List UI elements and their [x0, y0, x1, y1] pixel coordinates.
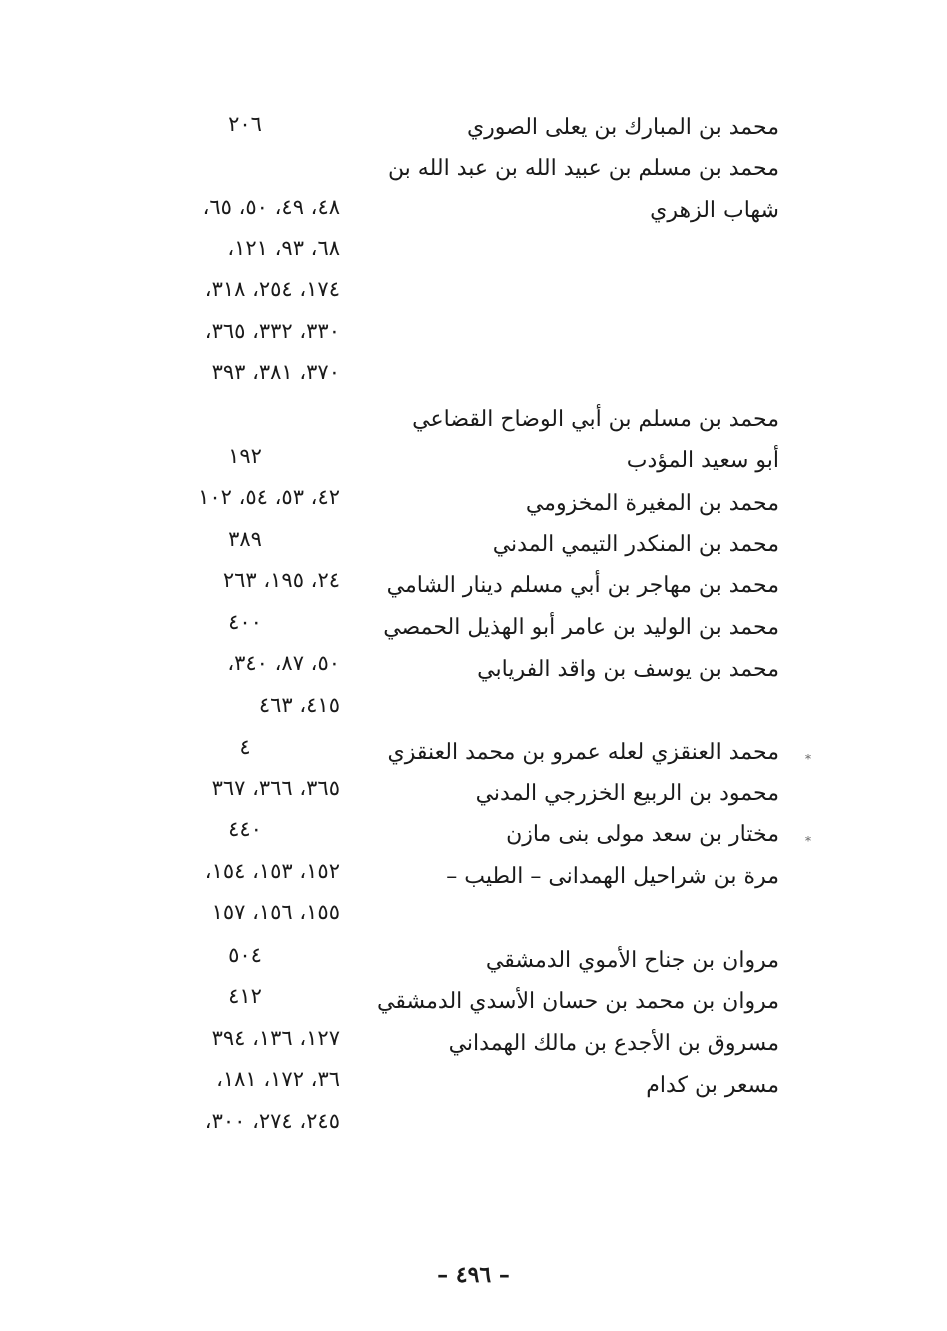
page-refs: ٢٠٦: [228, 112, 262, 136]
page-refs: ١٢٧، ١٣٦، ٣٩٤: [211, 1026, 340, 1050]
entry-name: مروان بن محمد بن حسان الأسدي الدمشقي: [377, 989, 779, 1014]
page-refs: ٤: [239, 735, 251, 759]
entry-name: محمد بن المبارك بن يعلى الصوري: [466, 115, 779, 140]
entry-name: محمد بن المغيرة المخزومي: [525, 491, 779, 516]
entry-name: محمد بن يوسف بن واقد الفريابي: [477, 657, 779, 682]
asterisk-mark: *: [805, 752, 811, 766]
page-refs: ٤٨، ٤٩، ٥٠، ٦٥،: [202, 195, 340, 219]
page-refs: ٢٤٥، ٢٧٤، ٣٠٠،: [204, 1109, 340, 1133]
page-refs: ٤١٥، ٤٦٣: [258, 693, 340, 717]
entry-name: محمود بن الربيع الخزرجي المدني: [475, 781, 779, 806]
entry-name: محمد بن مسلم بن أبي الوضاح القضاعي: [412, 407, 779, 432]
page-refs: ١٥٢، ١٥٣، ١٥٤،: [204, 859, 340, 883]
page-refs: ٣٣٠، ٣٣٢، ٣٦٥،: [204, 319, 340, 343]
page-refs: ٤١٢: [228, 984, 262, 1008]
page-refs: ٣٨٩: [228, 527, 262, 551]
entry-name: شهاب الزهري: [650, 198, 779, 223]
entry-name: مسعر بن كدام: [646, 1073, 779, 1098]
entry-name: مختار بن سعد مولى بنى مازن: [506, 822, 779, 847]
page-number: – ٤٩٦ –: [437, 1262, 510, 1288]
asterisk-mark: *: [805, 834, 811, 848]
page-refs: ٣٧٠، ٣٨١، ٣٩٣: [211, 360, 340, 384]
entry-name: محمد بن مسلم بن عبيد الله بن عبد الله بن: [387, 156, 779, 181]
page-refs: ٣٦، ١٧٢، ١٨١،: [216, 1067, 340, 1091]
page-refs: ١٩٢: [228, 444, 262, 468]
page-refs: ٥٠، ٨٧، ٣٤٠،: [227, 651, 340, 675]
entry-name: أبو سعيد المؤدب: [626, 448, 779, 473]
page-refs: ٦٨، ٩٣، ١٢١،: [227, 236, 340, 260]
page-refs: ١٧٤، ٢٥٤، ٣١٨،: [204, 277, 340, 301]
page-refs: ٥٠٤: [228, 943, 262, 967]
page-refs: ١٥٥، ١٥٦، ١٥٧: [211, 900, 340, 924]
entry-name: محمد بن مهاجر بن أبي مسلم دينار الشامي: [386, 573, 779, 598]
page-refs: ٤٢، ٥٣، ٥٤، ١٠٢: [198, 485, 340, 509]
entry-name: محمد بن الوليد بن عامر أبو الهذيل الحمصي: [383, 615, 779, 640]
page-refs: ٣٦٥، ٣٦٦، ٣٦٧: [211, 776, 340, 800]
entry-name: مروان بن جناح الأموي الدمشقي: [485, 948, 779, 973]
entry-name: مسروق بن الأجدع بن مالك الهمداني: [448, 1031, 779, 1056]
page-refs: ٢٤، ١٩٥، ٢٦٣: [222, 568, 340, 592]
entry-name: محمد العنقزي لعله عمرو بن محمد العنقزي: [387, 740, 779, 765]
page-refs: ٤٤٠: [228, 817, 262, 841]
entry-name: محمد بن المنكدر التيمي المدني: [492, 532, 779, 557]
entry-name: مرة بن شراحيل الهمدانى – الطيب –: [446, 864, 779, 889]
page-refs: ٤٠٠: [228, 610, 262, 634]
